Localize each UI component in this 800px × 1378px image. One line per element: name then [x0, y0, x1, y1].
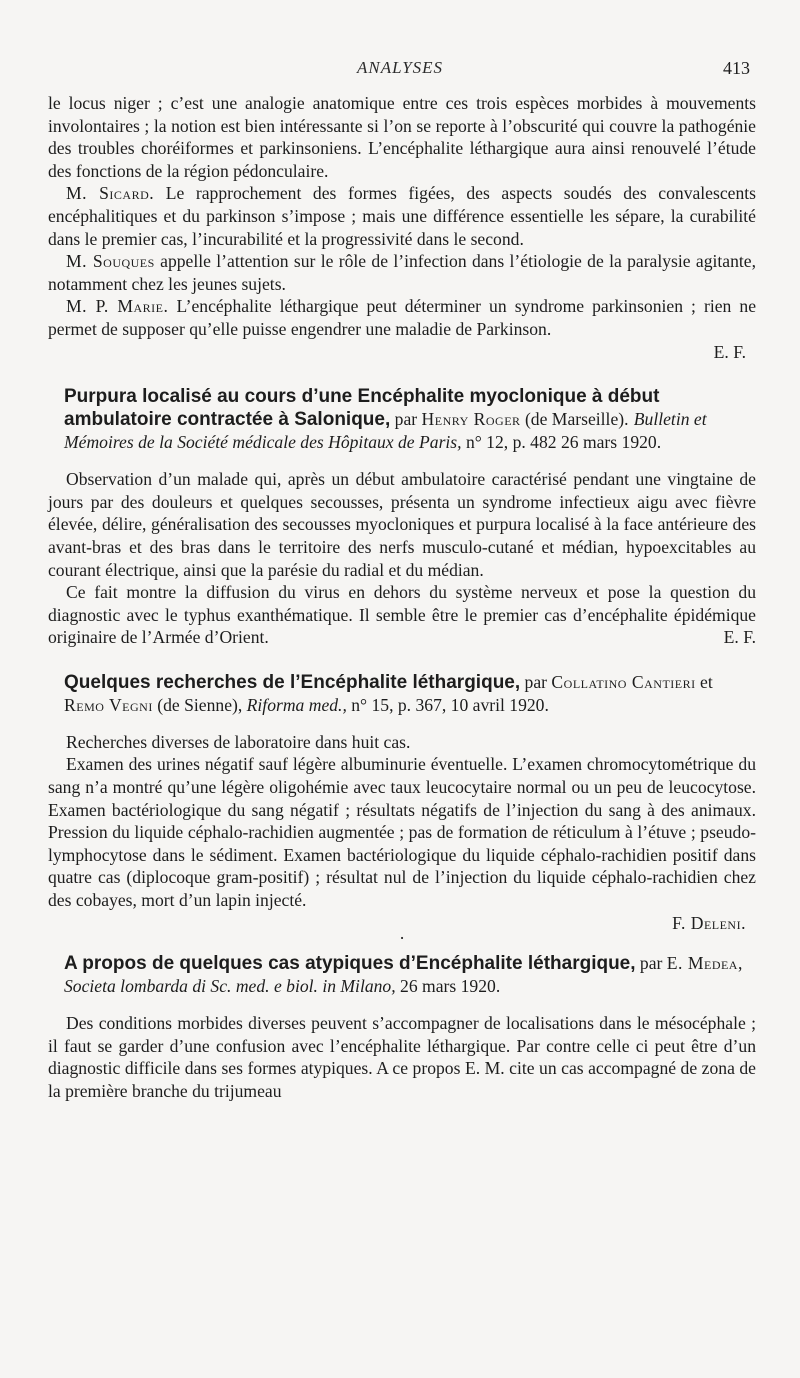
intro-paragraph: [48, 182, 756, 250]
author-conjunction: et: [695, 671, 713, 692]
speaker-text: L’encéphalite léthargique peut déterminer un syndrome parkinsonien ; rien ne permet de supposer qu’elle puisse engendrer une maladie de Parkinson.: [48, 296, 756, 339]
author-prefix: par: [635, 953, 667, 974]
journal-reference: 26 mars 1920.: [395, 976, 501, 997]
article: [48, 952, 756, 1102]
signature-text: F. Deleni.: [672, 912, 746, 933]
author-suffix: (de Marseille).: [520, 409, 629, 430]
author-prefix: par: [390, 409, 422, 430]
article-paragraph: Recherches diverses de laboratoire dans huit cas.: [66, 731, 411, 752]
speaker-name: M. Souques: [66, 251, 155, 272]
speaker-text: appelle l’attention sur le rôle de l’infection dans l’étiologie de la paralysie agitante, notamment chez les jeunes sujets.: [48, 251, 756, 294]
separator-dot: ·: [399, 928, 405, 949]
page-header: [0, 58, 800, 82]
article-author: E. Medea: [666, 953, 738, 974]
article-content: [48, 731, 756, 934]
intro-discussion: [48, 92, 756, 363]
article: [48, 385, 756, 649]
page-number: 413: [723, 58, 750, 78]
author-suffix: ,: [737, 953, 743, 974]
intro-paragraph: [48, 295, 756, 340]
journal-reference: n° 12, p. 482 26 mars 1920.: [461, 432, 662, 453]
intro-paragraph: le locus niger ; c’est une analogie anatomique entre ces trois espèces morbides à mouvements involontaires ; la notion est bien intéressante si l’on se reporte à l’obscurité qui couvre la pathogénie des troubles choréiformes et parkinsoniens. L’encéphalite léthargique aura ainsi renouvelé l’étude des fonctions de la région pédonculaire.: [48, 93, 756, 181]
article-title: Quelques recherches de l’Encéphalite léthargique,: [64, 671, 521, 693]
article: [48, 671, 756, 934]
article-content: [48, 1012, 756, 1102]
author-prefix: par: [520, 671, 552, 692]
article-heading: [48, 385, 756, 454]
article-title: Purpura localisé au cours d’une Encéphalite myoclonique à début ambulatoire contractée à Salonique,: [64, 386, 660, 431]
speaker-text: Le rapprochement des formes figées, des aspects soudés des convalescents encéphalitiques et du parkinson s’impose ; mais une différence essentielle les sépare, la curabilité dans le premier cas, l’incurabilité et la progressivité dans le second.: [48, 183, 756, 249]
article-paragraph: Des conditions morbides diverses peuvent s’accompagner de localisations dans le mésocéphale ; il faut se garder d’une confusion avec l’encéphalite léthargique. Par contre celle ci peut être d’un diagnostic difficile dans ses formes atypiques. A ce propos E. M. cite un cas accompagné de zona de la première branche du trijumeau: [48, 1013, 756, 1101]
page-body: [48, 92, 756, 1103]
signature: E. F.: [713, 341, 746, 362]
article-content: [48, 468, 756, 649]
article-paragraph: Observation d’un malade qui, après un début ambulatoire caractérisé pendant une vingtaine de jours par des douleurs et quelques secousses, présenta un syndrome infectieux aigu avec fièvre élevée, délire, généralisation des secousses myocloniques et purpura localisé à la face antérieure des avant-bras et des bras dans le territoire des nerfs musculo-cutané et médian, hypoexcitables au courant électrique, ainsi que la parésie du radial et du médian.: [48, 469, 756, 580]
journal-reference: n° 15, p. 367, 10 avril 1920.: [346, 694, 549, 715]
paragraph-text: Ce fait montre la diffusion du virus en dehors du système nerveux et pose la question du diagnostic avec le typhus exanthématique. Il semble être le premier cas d’encéphalite épidémique originaire de l’Armée d’Orient.: [48, 582, 756, 648]
article-author: Remo Vegni: [64, 694, 153, 715]
article-title: A propos de quelques cas atypiques d’Encéphalite léthargique,: [64, 953, 636, 975]
signature: E. F.: [723, 627, 756, 648]
intro-paragraph: [48, 250, 756, 295]
journal-name: Bulletin et Mémoires de la Société médicale des Hôpitaux de Paris,: [64, 409, 707, 453]
journal-name: Riforma med.,: [246, 694, 347, 715]
speaker-name: M. P. Marie.: [66, 296, 169, 317]
article-author: Henry Roger: [421, 409, 521, 430]
article-paragraph: Examen des urines négatif sauf légère albuminurie éventuelle. L’examen chromocytométrique du sang n’a montré qu’une légère oligohémie avec taux leucocytaire normal ou un peu de leucocytose. Examen bactériologique du sang négatif ; résultats négatifs de l’injection du sang à des animaux. Pression du liquide céphalo-rachidien augmentée ; pas de formation de réticulum à l’étuve ; pseudo-lymphocytose dans le sédiment. Examen bactériologique du liquide céphalo-rachidien positif dans quatre cas (diplocoque gram-positif) ; résultat nul de l’injection du liquide céphalo-rachidien chez des cobayes, mort d’un lapin injecté.: [48, 754, 756, 911]
article-heading: [48, 952, 756, 998]
journal-name: Societa lombarda di Sc. med. e biol. in Milano,: [64, 976, 396, 997]
article-author: Collatino Cantieri: [551, 671, 696, 692]
article-paragraph: [48, 581, 756, 649]
speaker-name: M. Sicard.: [66, 183, 155, 204]
article-heading: [48, 671, 756, 717]
author-suffix: (de Sienne),: [152, 694, 247, 715]
running-head: ANALYSES: [356, 58, 444, 77]
